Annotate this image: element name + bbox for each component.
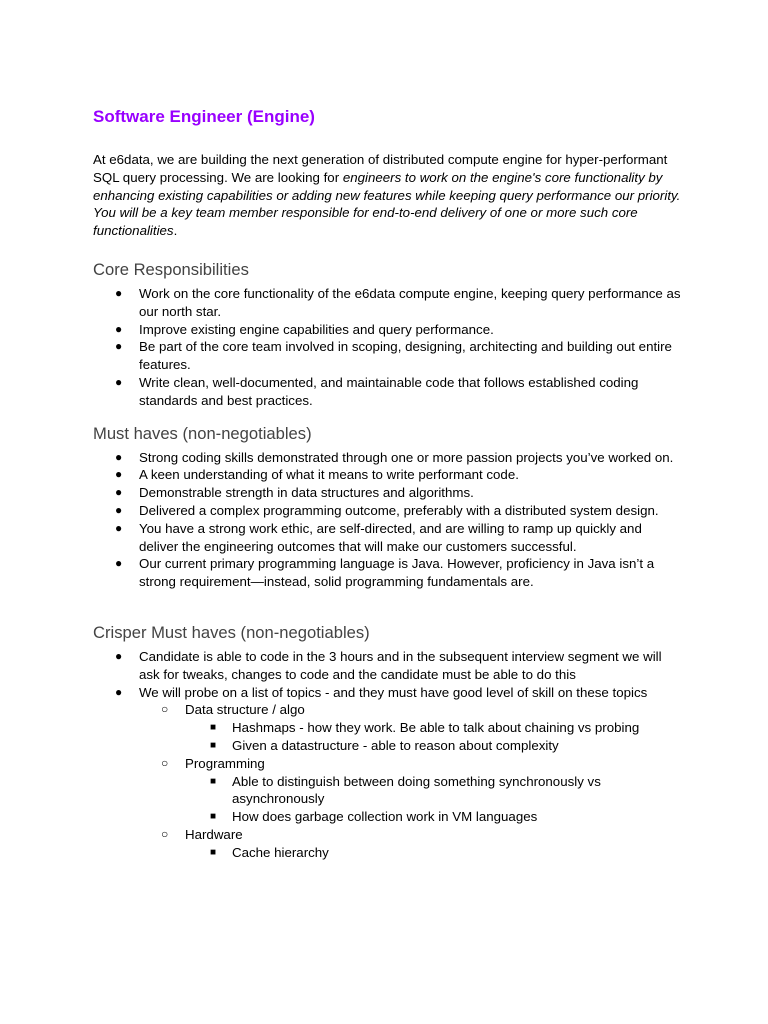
topic-label: Programming bbox=[185, 755, 265, 771]
square-bullet-icon: ■ bbox=[210, 739, 217, 751]
square-bullet-icon: ■ bbox=[210, 722, 217, 734]
list-item bbox=[93, 374, 683, 410]
disc-bullet-icon: ● bbox=[115, 648, 123, 663]
subtopic-text: How does garbage collection work in VM languages bbox=[232, 809, 538, 825]
intro-paragraph bbox=[93, 151, 683, 240]
list-item bbox=[93, 321, 683, 339]
disc-bullet-icon: ● bbox=[115, 684, 123, 699]
list-item-text: Our current primary programming language is Java. However, proficiency in Java isn’t a strong requirement—instead, solid programming fundamentals are. bbox=[139, 556, 655, 590]
disc-bullet-icon: ● bbox=[115, 285, 123, 300]
disc-bullet-icon: ● bbox=[115, 467, 123, 482]
list-item bbox=[93, 555, 683, 591]
intro-end: . bbox=[173, 223, 178, 239]
list-item bbox=[93, 449, 683, 467]
list-item bbox=[93, 684, 683, 702]
topic-label: Hardware bbox=[185, 826, 243, 842]
list-item bbox=[93, 466, 683, 484]
must-haves-heading: Must haves (non-negotiables) bbox=[93, 423, 312, 443]
subtopic-item bbox=[93, 719, 683, 737]
topic-label: Data structure / algo bbox=[185, 702, 305, 718]
subtopic-text: Given a datastructure - able to reason about complexity bbox=[232, 737, 559, 753]
core-responsibilities-list bbox=[93, 285, 683, 410]
crisper-must-haves-list bbox=[93, 648, 683, 862]
topic-item bbox=[93, 826, 683, 844]
disc-bullet-icon: ● bbox=[115, 321, 123, 336]
subtopic-text: Able to distinguish between doing something synchronously vs asynchronously bbox=[232, 773, 601, 807]
disc-bullet-icon: ● bbox=[115, 339, 123, 354]
list-item bbox=[93, 648, 683, 684]
list-item bbox=[93, 285, 683, 321]
list-item-text: Work on the core functionality of the e6data compute engine, keeping query performance as our north star. bbox=[139, 285, 681, 319]
subtopic-item bbox=[93, 808, 683, 826]
circle-bullet-icon: ○ bbox=[161, 702, 169, 717]
disc-bullet-icon: ● bbox=[115, 485, 123, 500]
list-item-text: Write clean, well-documented, and maintainable code that follows established coding standards and best practices. bbox=[139, 374, 639, 408]
list-item bbox=[93, 502, 683, 520]
list-item bbox=[93, 520, 683, 556]
list-item-text: Strong coding skills demonstrated through one or more passion projects you’ve worked on. bbox=[139, 449, 674, 465]
list-item-text: Candidate is able to code in the 3 hours and in the subsequent interview segment we will ask for tweaks, changes to code and the candidate must be able to do this bbox=[139, 648, 662, 682]
subtopic-text: Cache hierarchy bbox=[232, 844, 329, 860]
disc-bullet-icon: ● bbox=[115, 556, 123, 571]
must-haves-list bbox=[93, 449, 683, 591]
intro-text: At e6data, we are building the next generation of distributed compute engine for hyper-performant SQL query processing. We are looking for bbox=[93, 152, 668, 185]
subtopic-item bbox=[93, 844, 683, 862]
subtopic-text: Hashmaps - how they work. Be able to talk about chaining vs probing bbox=[232, 720, 640, 736]
square-bullet-icon: ■ bbox=[210, 775, 217, 787]
subtopic-item bbox=[93, 773, 683, 809]
list-item bbox=[93, 484, 683, 502]
subtopic-item bbox=[93, 737, 683, 755]
list-item-text: Delivered a complex programming outcome, preferably with a distributed system design. bbox=[139, 502, 659, 518]
topic-item bbox=[93, 755, 683, 773]
circle-bullet-icon: ○ bbox=[161, 755, 169, 770]
square-bullet-icon: ■ bbox=[210, 811, 217, 823]
disc-bullet-icon: ● bbox=[115, 502, 123, 517]
document-title: Software Engineer (Engine) bbox=[93, 107, 315, 126]
list-item-text: You have a strong work ethic, are self-directed, and are willing to ramp up quickly and deliver the engineering outcomes that will make our customers successful. bbox=[139, 520, 642, 554]
square-bullet-icon: ■ bbox=[210, 846, 217, 858]
topic-item bbox=[93, 701, 683, 719]
list-item bbox=[93, 338, 683, 374]
list-item-text: We will probe on a list of topics - and they must have good level of skill on these topics bbox=[139, 684, 648, 700]
list-item-text: Improve existing engine capabilities and query performance. bbox=[139, 321, 494, 337]
list-item-text: A keen understanding of what it means to write performant code. bbox=[139, 467, 519, 483]
disc-bullet-icon: ● bbox=[115, 520, 123, 535]
list-item-text: Be part of the core team involved in scoping, designing, architecting and building out entire features. bbox=[139, 339, 672, 373]
list-item-text: Demonstrable strength in data structures and algorithms. bbox=[139, 485, 474, 501]
circle-bullet-icon: ○ bbox=[161, 826, 169, 841]
disc-bullet-icon: ● bbox=[115, 449, 123, 464]
crisper-must-haves-heading: Crisper Must haves (non-negotiables) bbox=[93, 622, 370, 642]
disc-bullet-icon: ● bbox=[115, 374, 123, 389]
core-responsibilities-heading: Core Responsibilities bbox=[93, 259, 249, 279]
intro-italic-text: engineers to work on the engine's core functionality by enhancing existing capabilities or adding new features while keeping query performance our priority. You will be a key team member responsible for end-to-end delivery of one or more such core functionalities bbox=[93, 169, 681, 239]
document-page bbox=[93, 105, 683, 862]
